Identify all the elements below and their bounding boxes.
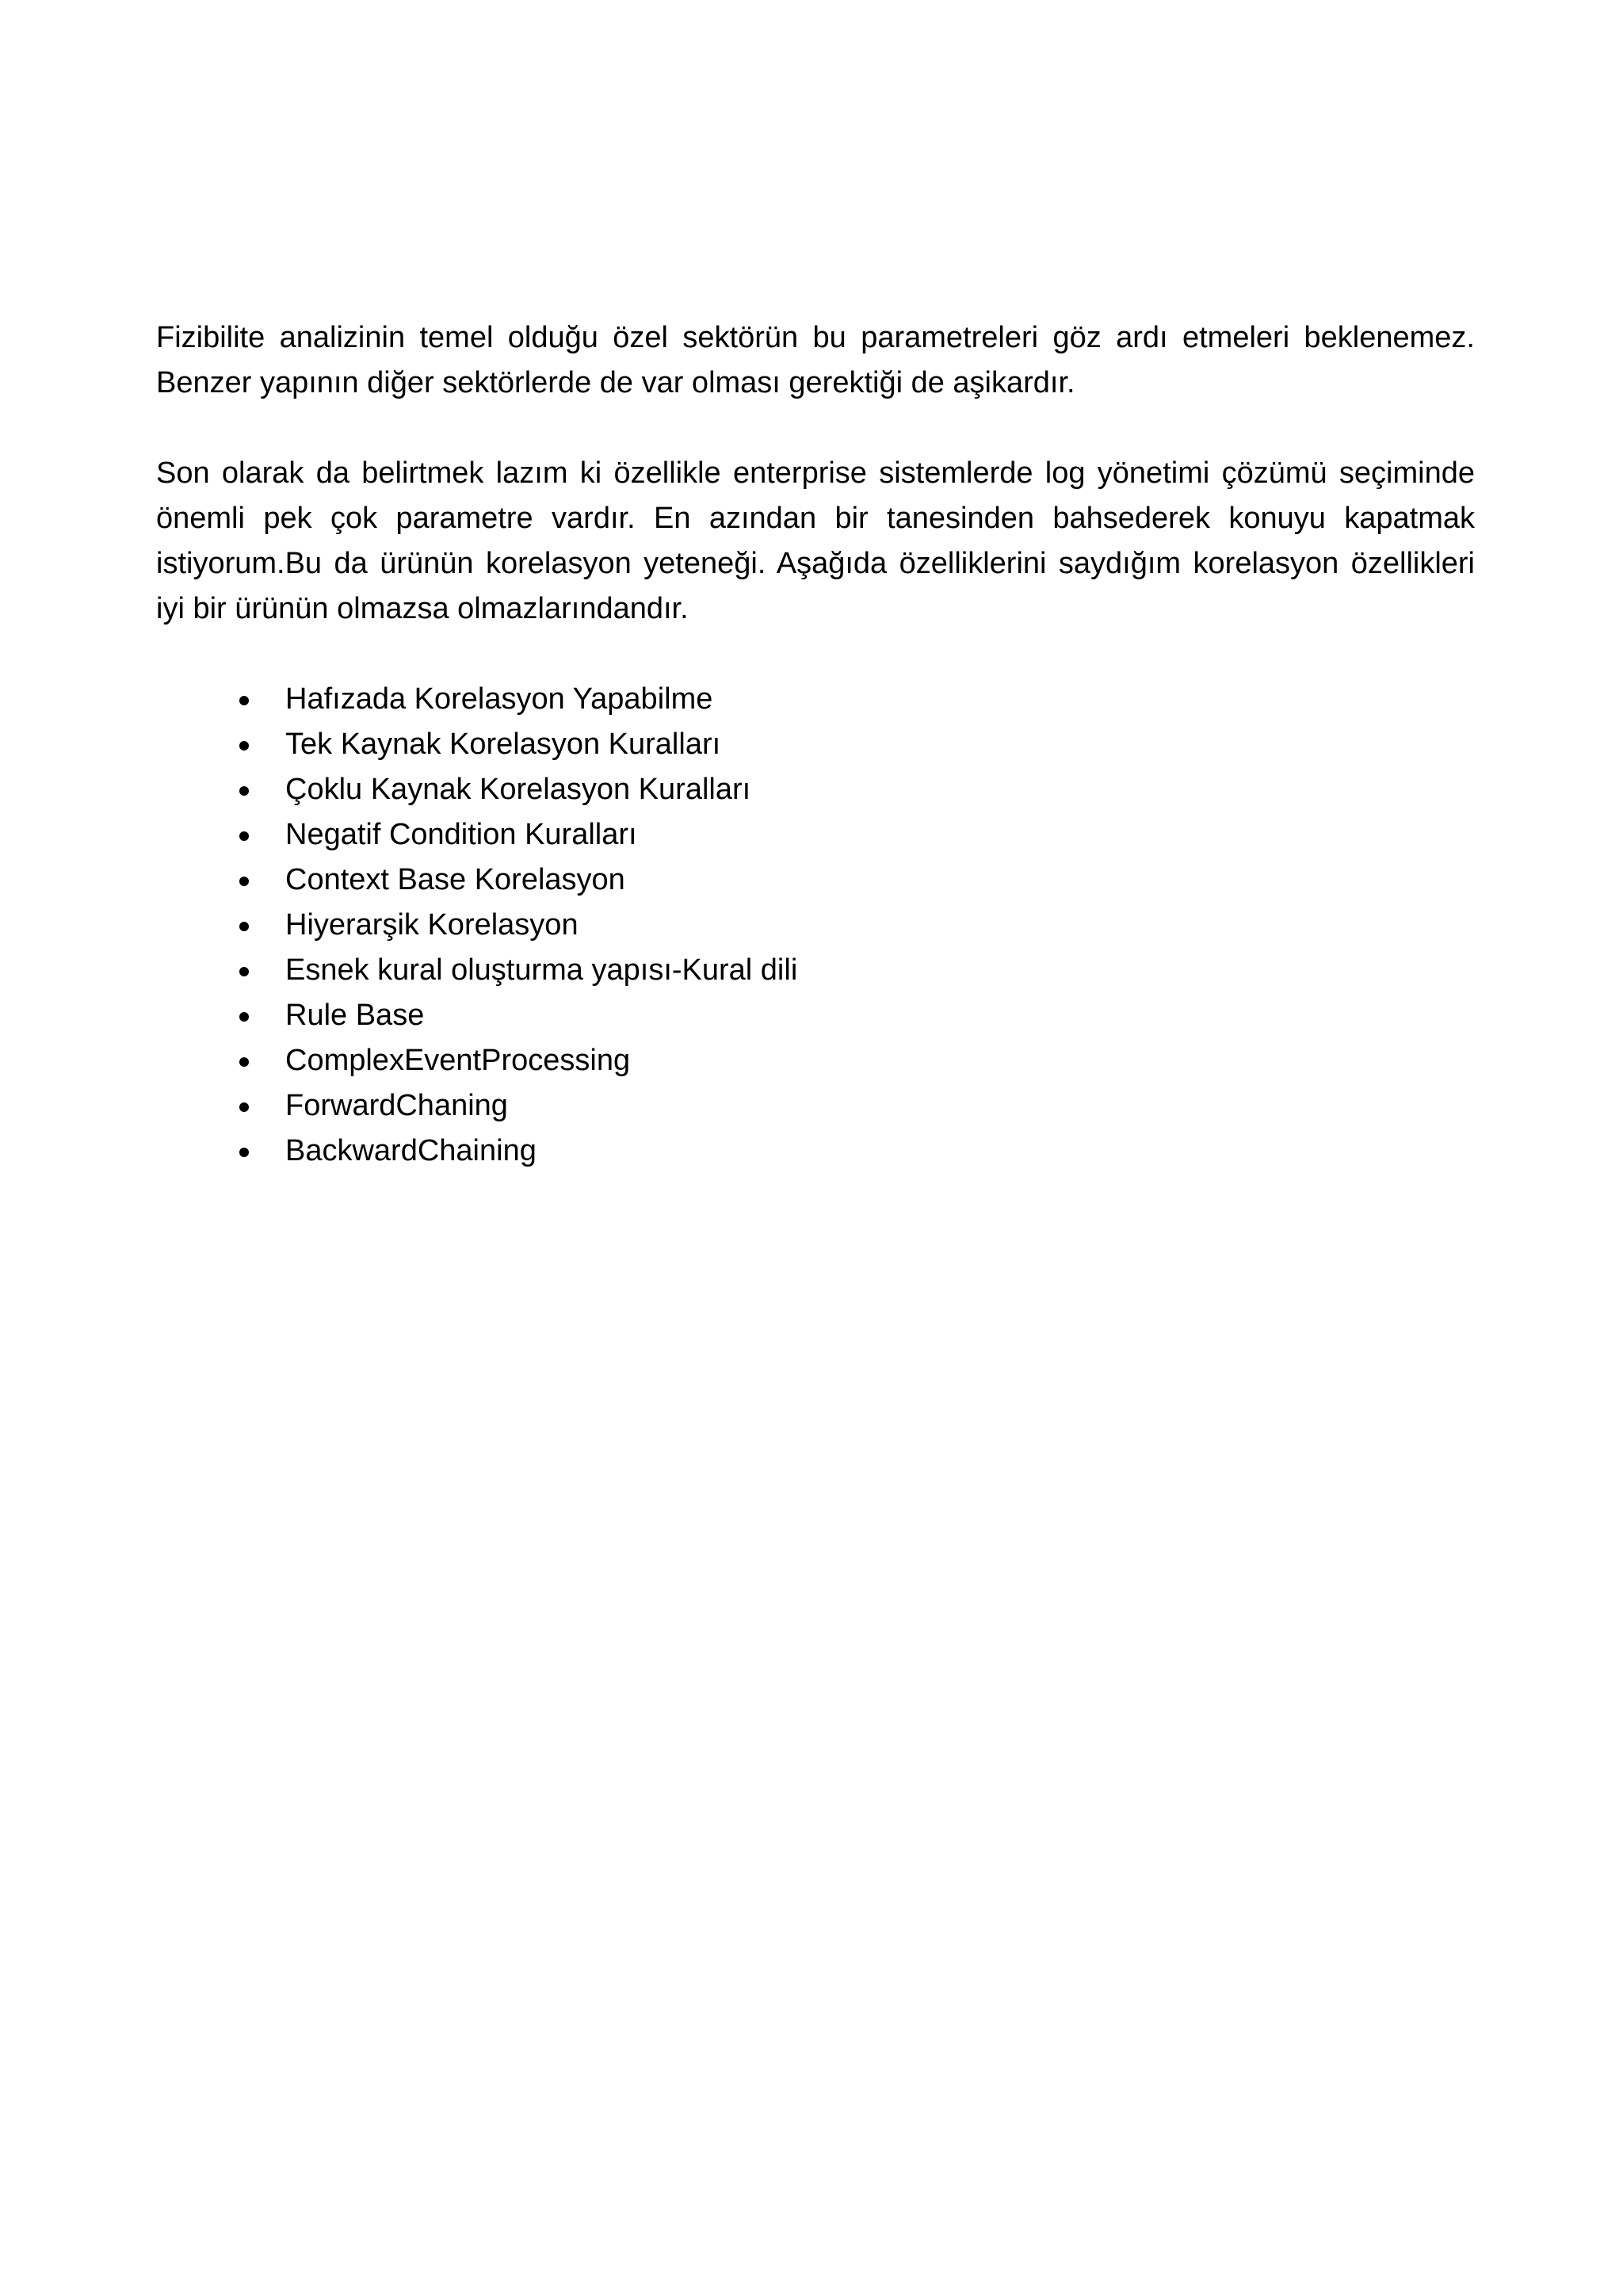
list-item-label: BackwardChaining [285,1134,537,1167]
list-item-label: Hiyerarşik Korelasyon [285,908,579,942]
bullet-icon [239,831,249,841]
paragraph-log-management: Son olarak da belirtmek lazım ki özellikle enterprise sistemlerde log yönetimi çözümü seçiminde önemli pek çok parametre vardır. En azından bir tanesinden bahsederek konuyu kapatmak istiyorum.Bu da ürünün korelasyon yeteneği. Aşağıda özelliklerini saydığım korelasyon özellikleri iyi bir ürünün olmazsa olmazlarındandır. [156,457,1475,625]
list-item [156,677,1475,722]
list-item-label: Tek Kaynak Korelasyon Kuralları [285,728,721,761]
list-item [156,1083,1475,1129]
bullet-icon [239,877,249,886]
list-item-label: Rule Base [285,999,425,1032]
list-item-label: Esnek kural oluşturma yapısı-Kural dili [285,953,798,987]
list-item [156,767,1475,812]
bullet-icon [239,1102,249,1112]
bullet-icon [239,1057,249,1067]
bullet-icon [239,1148,249,1157]
list-item-label: Çoklu Kaynak Korelasyon Kuralları [285,773,751,806]
list-item [156,858,1475,903]
paragraph-feasibility: Fizibilite analizinin temel olduğu özel sektörün bu parametreleri göz ardı etmeleri beklenemez. Benzer yapının diğer sektörlerde de var olması gerektiği de aşikardır. [156,321,1475,399]
bullet-icon [239,967,249,976]
correlation-features-list [156,677,1475,1174]
document-body [156,315,1475,1174]
list-item-label: ForwardChaning [285,1089,508,1122]
list-item [156,948,1475,993]
bullet-icon [239,741,249,751]
list-item [156,722,1475,767]
bullet-icon [239,786,249,796]
list-item [156,903,1475,948]
list-item [156,1129,1475,1174]
list-item [156,993,1475,1038]
list-item [156,1038,1475,1083]
list-item-label: Negatif Condition Kuralları [285,818,637,851]
list-item-label: ComplexEventProcessing [285,1044,631,1077]
bullet-icon [239,1012,249,1022]
list-item [156,812,1475,858]
list-item-label: Context Base Korelasyon [285,863,625,896]
bullet-icon [239,922,249,931]
bullet-icon [239,696,249,705]
list-item-label: Hafızada Korelasyon Yapabilme [285,682,713,716]
